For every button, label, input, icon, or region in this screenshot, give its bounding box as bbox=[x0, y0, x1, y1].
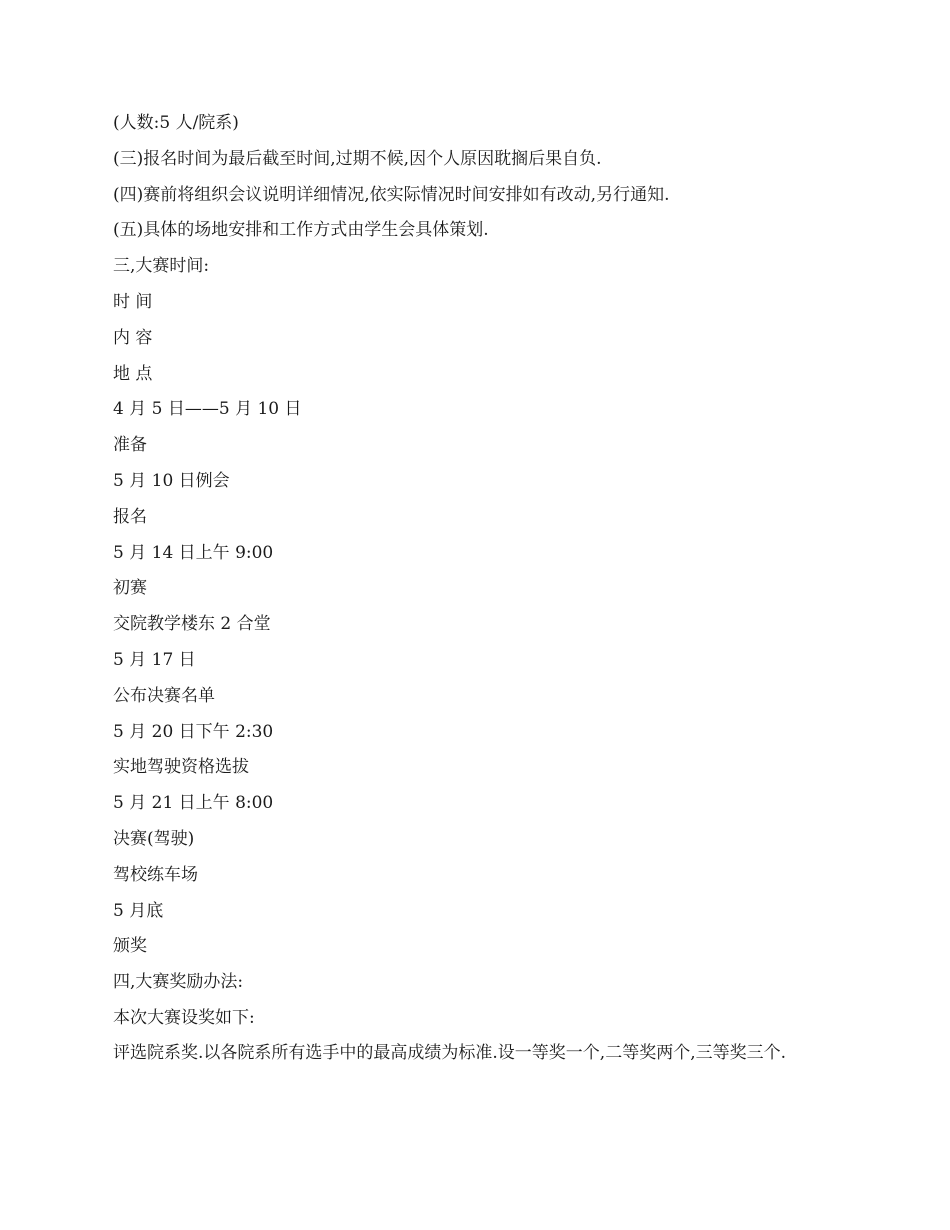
paragraph-awards-details: 评选院系奖.以各院系所有选手中的最高成绩为标准.设一等奖一个,二等奖两个,三等奖三个. bbox=[113, 1042, 787, 1063]
schedule-header-time: 时 间 bbox=[113, 291, 153, 312]
section-heading-awards: 四,大赛奖励办法: bbox=[113, 972, 244, 993]
schedule-header-content: 内 容 bbox=[113, 327, 153, 348]
schedule-cell: 5 月 14 日上午 9:00 bbox=[113, 542, 274, 563]
text-line-venue-arrangement: (五)具体的场地安排和工作方式由学生会具体策划. bbox=[113, 220, 489, 241]
schedule-cell: 5 月 17 日 bbox=[113, 649, 196, 670]
schedule-cell: 初赛 bbox=[113, 578, 147, 599]
document-page bbox=[113, 111, 828, 1064]
schedule-cell: 交院教学楼东 2 合堂 bbox=[113, 614, 271, 635]
text-line-awards-intro: 本次大赛设奖如下: bbox=[113, 1007, 255, 1028]
schedule-cell: 5 月 10 日例会 bbox=[113, 470, 230, 491]
text-line-pre-meeting: (四)赛前将组织会议说明详细情况,依实际情况时间安排如有改动,另行通知. bbox=[113, 184, 670, 205]
schedule-cell: 驾校练车场 bbox=[113, 864, 198, 885]
text-line-registration-deadline: (三)报名时间为最后截至时间,过期不候,因个人原因耽搁后果自负. bbox=[113, 148, 602, 169]
schedule-header-location: 地 点 bbox=[113, 363, 153, 384]
schedule-cell: 颁奖 bbox=[113, 936, 147, 957]
schedule-cell: 5 月底 bbox=[113, 900, 164, 921]
schedule-cell: 5 月 21 日上午 8:00 bbox=[113, 793, 274, 814]
schedule-cell: 5 月 20 日下午 2:30 bbox=[113, 721, 274, 742]
schedule-cell: 决赛(驾驶) bbox=[113, 828, 195, 849]
schedule-cell: 公布决赛名单 bbox=[113, 685, 215, 706]
text-line-participants: (人数:5 人/院系) bbox=[113, 113, 239, 133]
schedule-cell: 4 月 5 日——5 月 10 日 bbox=[113, 399, 302, 420]
section-heading-schedule: 三,大赛时间: bbox=[113, 256, 210, 277]
schedule-cell: 准备 bbox=[113, 435, 147, 456]
schedule-cell: 实地驾驶资格选拔 bbox=[113, 757, 249, 778]
schedule-cell: 报名 bbox=[113, 506, 147, 527]
